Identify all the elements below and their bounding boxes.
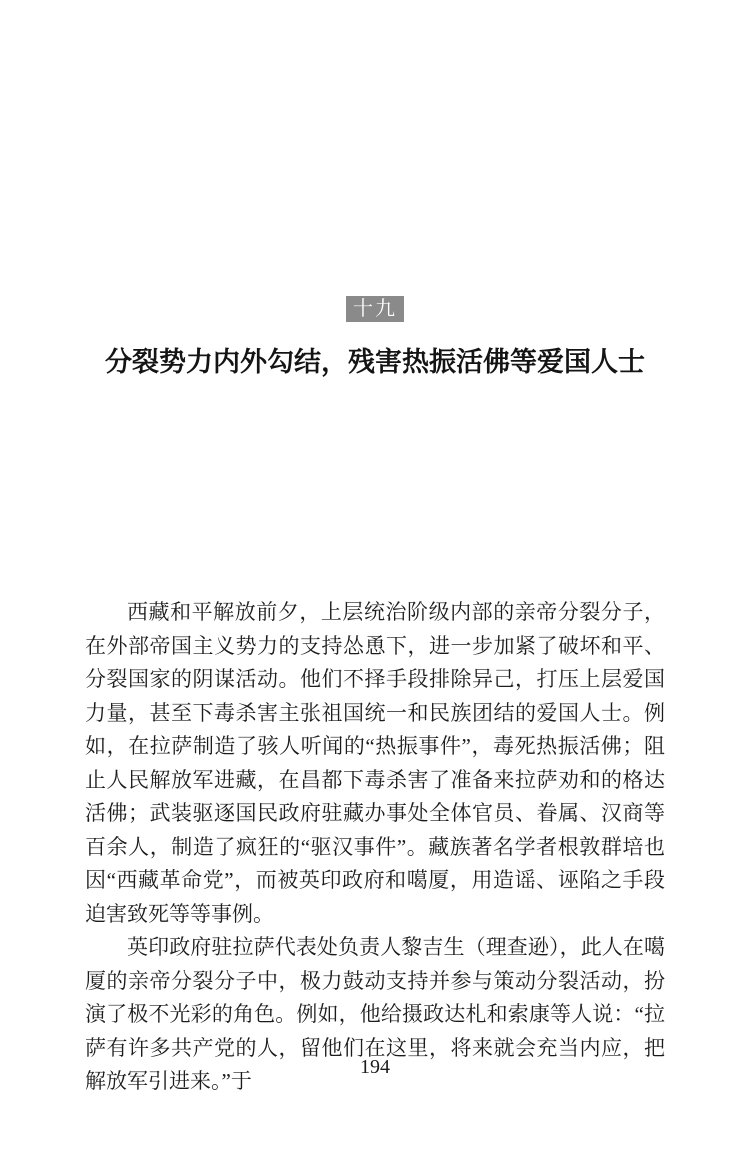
- chapter-title: 分裂势力内外勾结，残害热振活佛等爱国人士: [105, 347, 645, 377]
- body-text-block: [0, 596, 750, 1099]
- paragraph-2: 英印政府驻拉萨代表处负责人黎吉生（理查逊），此人在噶厦的亲帝分裂分子中，极力鼓动支持并参与策动分裂活动，扮演了极不光彩的角色。例如，他给摄政达札和索康等人说：“拉萨有许多共产党的人，留他们在这里，将来就会充当内应，把解放军引进来。”于: [85, 935, 665, 1093]
- chapter-badge-row: [0, 0, 750, 322]
- chapter-number-badge: 十九: [346, 296, 404, 322]
- paragraph-1: 西藏和平解放前夕，上层统治阶级内部的亲帝分裂分子，在外部帝国主义势力的支持怂恿下，进一步加紧了破坏和平、分裂国家的阴谋活动。他们不择手段排除异己，打压上层爱国力量，甚至下毒杀害主张祖国统一和民族团结的爱国人士。例如，在拉萨制造了骇人听闻的“热振事件”，毒死热振活佛；阻止人民解放军进藏，在昌都下毒杀害了准备来拉萨劝和的格达活佛；武装驱逐国民政府驻藏办事处全体官员、眷属、汉商等百余人，制造了疯狂的“驱汉事件”。藏族著名学者根敦群培也因“西藏革命党”，而被英印政府和噶厦，用造谣、诬陷之手段迫害致死等等事例。: [85, 600, 665, 926]
- page-number: 194: [360, 1056, 390, 1078]
